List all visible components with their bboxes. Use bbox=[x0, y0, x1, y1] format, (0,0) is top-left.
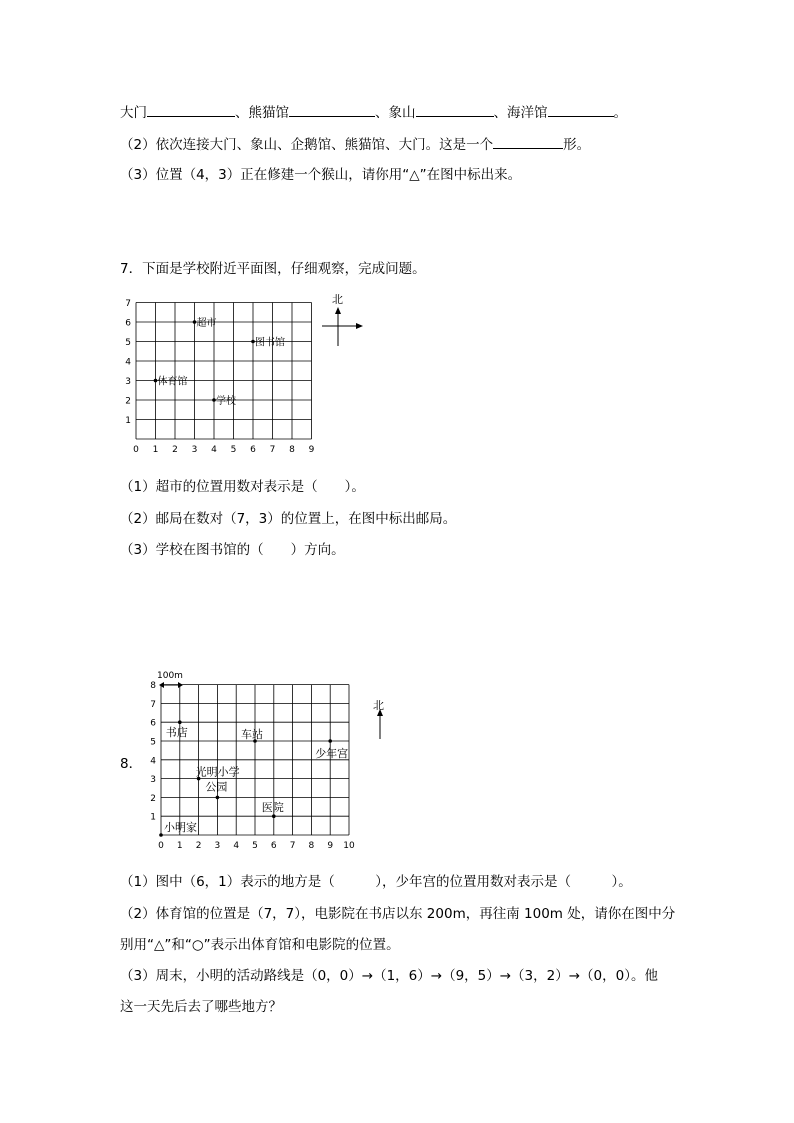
q8-scale-label: 100m bbox=[157, 671, 183, 681]
location-label: 光明小学 bbox=[195, 765, 240, 779]
q8-q2a: （2）体育馆的位置是（7，7），电影院在书店以东 200m，再往南 100m 处，请你在图中分 bbox=[120, 906, 676, 922]
q6-line1: 大门 、熊猫馆 、象山 、海洋馆 。 bbox=[120, 102, 627, 123]
q8-q3b: 这一天先后去了哪些地方？ bbox=[120, 999, 282, 1015]
y-tick-label: 5 bbox=[125, 338, 131, 348]
location-label: 车站 bbox=[241, 728, 263, 741]
y-tick-label: 1 bbox=[125, 416, 131, 426]
y-tick-label: 7 bbox=[125, 299, 131, 309]
location-label: 小明家 bbox=[164, 821, 197, 834]
x-tick-label: 1 bbox=[176, 841, 183, 851]
arrow-up-icon bbox=[335, 307, 341, 314]
x-tick-label: 0 bbox=[133, 445, 139, 455]
location-label: 学校 bbox=[216, 396, 236, 407]
x-tick-label: 8 bbox=[308, 841, 315, 851]
q7-q2: （2）邮局在数对（7，3）的位置上，在图中标出邮局。 bbox=[120, 511, 457, 527]
x-tick-label: 0 bbox=[158, 841, 164, 851]
blank-ocean[interactable] bbox=[548, 102, 614, 117]
blank-shape[interactable] bbox=[493, 134, 563, 149]
y-tick-label: 5 bbox=[150, 737, 156, 748]
location-point bbox=[272, 814, 276, 818]
y-tick-label: 1 bbox=[150, 812, 156, 823]
q8-q1: （1）图中（6，1）表示的地方是（ ），少年宫的位置用数对表示是（ ）。 bbox=[120, 874, 632, 890]
arrow-right-icon bbox=[356, 323, 363, 329]
q8-scale bbox=[157, 671, 183, 688]
y-tick-label: 6 bbox=[125, 318, 131, 329]
x-tick-label: 7 bbox=[289, 841, 296, 851]
q7-compass bbox=[322, 293, 363, 346]
x-tick-label: 9 bbox=[308, 445, 315, 455]
x-tick-label: 1 bbox=[152, 445, 159, 455]
y-tick-label: 6 bbox=[150, 718, 156, 729]
q8-number: 8． bbox=[120, 756, 143, 772]
location-label: 体育馆 bbox=[157, 376, 188, 388]
y-tick-label: 4 bbox=[125, 357, 131, 368]
q7-grid-figure bbox=[110, 288, 370, 458]
blank-gate[interactable] bbox=[147, 102, 235, 117]
q7-north-label: 北 bbox=[332, 293, 343, 306]
location-point bbox=[216, 796, 220, 800]
x-tick-label: 3 bbox=[214, 841, 221, 851]
arrow-right-icon bbox=[178, 682, 183, 688]
q8-q2b: 别用“△”和“○”表示出体育馆和电影院的位置。 bbox=[120, 937, 400, 953]
x-tick-label: 5 bbox=[252, 841, 258, 851]
location-point bbox=[178, 720, 182, 724]
y-tick-label: 3 bbox=[150, 775, 156, 786]
x-tick-label: 2 bbox=[172, 445, 178, 455]
location-label: 公园 bbox=[205, 780, 228, 794]
location-label: 少年宫 bbox=[315, 747, 349, 760]
x-tick-label: 10 bbox=[343, 841, 355, 851]
location-label: 图书馆 bbox=[255, 337, 285, 349]
q8-north-label: 北 bbox=[373, 699, 384, 712]
x-tick-label: 7 bbox=[269, 445, 276, 455]
q7-intro: 7．下面是学校附近平面图，仔细观察，完成问题。 bbox=[120, 261, 426, 277]
location-label: 超市 bbox=[196, 318, 217, 329]
x-tick-label: 5 bbox=[230, 445, 237, 455]
location-point bbox=[328, 739, 332, 743]
q8-q3a: （3）周末，小明的活动路线是（0，0）→（1，6）→（9，5）→（3，2）→（0，0）。他 bbox=[120, 968, 658, 984]
q8-compass bbox=[373, 699, 384, 739]
y-tick-label: 3 bbox=[125, 377, 131, 387]
blank-elephant[interactable] bbox=[416, 102, 494, 117]
location-label: 医院 bbox=[261, 801, 284, 815]
q6-line2: （2）依次连接大门、象山、企鹅馆、熊猫馆、大门。这是一个 形。 bbox=[120, 134, 590, 155]
q7-grid bbox=[125, 299, 314, 455]
x-tick-label: 3 bbox=[191, 445, 198, 455]
blank-panda[interactable] bbox=[289, 102, 375, 117]
location-point bbox=[159, 833, 163, 837]
q7-q1: （1）超市的位置用数对表示是（ ）。 bbox=[120, 479, 365, 495]
y-tick-label: 2 bbox=[125, 396, 131, 407]
q6-line3: （3）位置（4，3）正在修建一个猴山，请你用“△”在图中标出来。 bbox=[120, 167, 522, 183]
q7-points bbox=[154, 316, 285, 407]
y-tick-label: 8 bbox=[150, 681, 156, 692]
x-tick-label: 8 bbox=[289, 445, 295, 455]
x-tick-label: 6 bbox=[250, 445, 256, 455]
x-tick-label: 2 bbox=[195, 841, 202, 851]
y-tick-label: 7 bbox=[150, 699, 156, 710]
x-tick-label: 9 bbox=[327, 841, 334, 851]
q7-q3: （3）学校在图书馆的（ ）方向。 bbox=[120, 542, 345, 558]
y-tick-label: 4 bbox=[150, 756, 156, 767]
y-tick-label: 2 bbox=[150, 793, 156, 804]
location-label: 书店 bbox=[165, 726, 188, 740]
arrow-left-icon bbox=[159, 682, 164, 688]
x-tick-label: 6 bbox=[270, 841, 277, 851]
x-tick-label: 4 bbox=[211, 445, 217, 455]
x-tick-label: 4 bbox=[233, 841, 240, 851]
q8-grid-figure bbox=[140, 665, 400, 855]
